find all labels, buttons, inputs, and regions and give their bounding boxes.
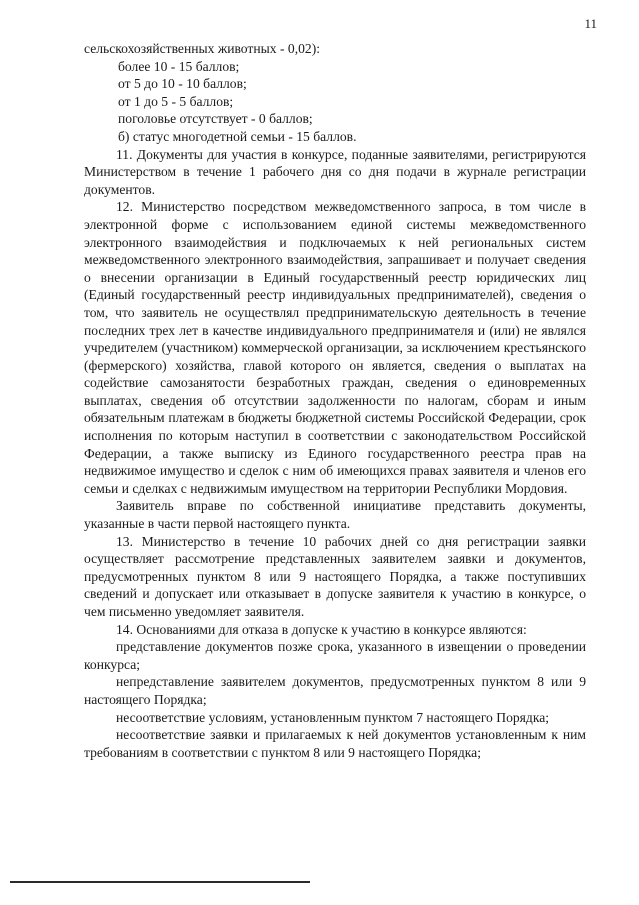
paragraph: 14. Основаниями для отказа в допуске к участию в конкурсе являются: xyxy=(116,621,527,637)
document-body xyxy=(84,40,586,761)
paragraph: сельскохозяйственных животных - 0,02): xyxy=(84,41,320,56)
list-item: от 1 до 5 - 5 баллов; xyxy=(118,93,234,109)
list-item: более 10 - 15 баллов; xyxy=(118,58,240,74)
list-item: поголовье отсутствует - 0 баллов; xyxy=(118,111,313,127)
list-item: от 5 до 10 - 10 баллов; xyxy=(118,76,247,92)
paragraph: несоответствие заявки и прилагаемых к ней документов установленным к ним требованиям в соответствии с пунктом 8 или 9 настоящего Порядка; xyxy=(84,727,586,760)
paragraph: 13. Министерство в течение 10 рабочих дней со дня регистрации заявки осуществляет рассмотрение представленных заявителем заявки и документов, предусмотренных пунктом 8 или 9 настоящего Порядка, а также поступивших сведений и допускает или отказывает в допуске заявителя к участию в конкурсе, о чем письменно уведомляет заявителя. xyxy=(84,533,586,619)
paragraph: Заявитель вправе по собственной инициативе представить документы, указанные в части первой настоящего пункта. xyxy=(84,498,586,532)
list-item: б) статус многодетной семьи - 15 баллов. xyxy=(118,128,357,144)
paragraph: представление документов позже срока, указанного в извещении о проведении конкурса; xyxy=(84,639,586,672)
page-number: 11 xyxy=(584,16,597,31)
paragraph: несоответствие условиям, установленным пунктом 7 настоящего Порядка; xyxy=(116,709,550,725)
bottom-rule xyxy=(10,881,310,883)
paragraph: 11. Документы для участия в конкурсе, поданные заявителями, регистрируются Министерством в течение 1 рабочего дня со дня подачи в журнале регистрации документов. xyxy=(84,146,586,197)
paragraph: непредставление заявителем документов, предусмотренных пунктом 8 или 9 настоящего Порядка; xyxy=(84,674,586,707)
paragraph: 12. Министерство посредством межведомственного запроса, в том числе в электронной форме с использованием единой системы межведомственного электронного взаимодействия и подключаемых к ней региональных систем межведомственного электронного взаимодействия, запрашивает и получает сведения о внесении организации в Единый государственный реестр юридических лиц (Единый государственный реестр индивидуальных предпринимателей), сведения о том, что заявитель не осуществлял предпринимательскую деятельность в течение последних трех лет в качестве индивидуального предпринимателя и (или) не являлся учредителем (участником) коммерческой организации, за исключением крестьянского (фермерского) хозяйства, главой которого он является, сведения о выплатах на содействие самозанятости безработных граждан, сведения о единовременных выплатах, сведения об отсутствии задолженности по налогам, сборам и иным обязательным платежам в бюджеты бюджетной системы Российской Федерации, срок исполнения по которым наступил в соответствии с законодательством Российской Федерации, а также выписку из Единого государственного реестра прав на недвижимое имущество и сделок с ним об имеющихся правах заявителя и членов его семьи и сделках с недвижимым имуществом на территории Республики Мордовия. xyxy=(84,199,586,496)
